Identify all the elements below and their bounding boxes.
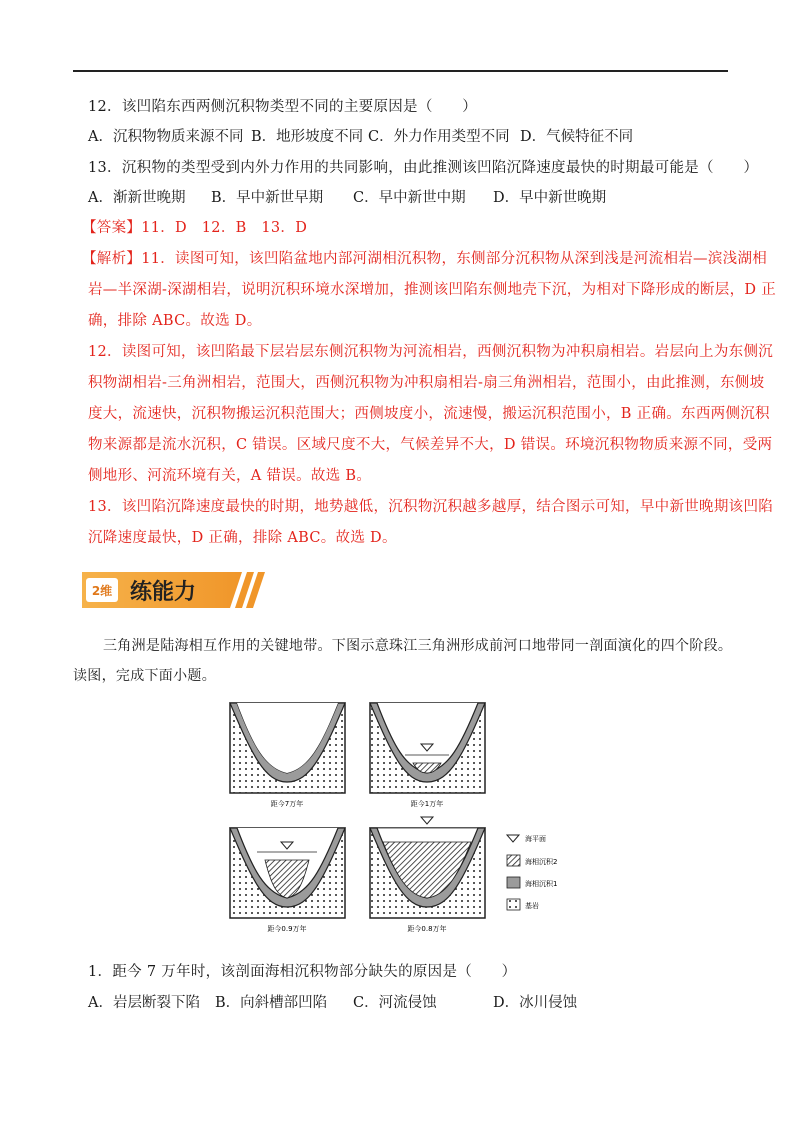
stage-panel-1 xyxy=(230,703,345,808)
question-12-stem: 12．该凹陷东西两侧沉积物类型不同的主要原因是（ ） xyxy=(88,99,478,115)
section-tag: 2维 xyxy=(91,584,113,598)
legend-label: 海相沉积1 xyxy=(525,880,558,888)
question-1-stem: 1．距今 7 万年时，该剖面海相沉积物部分缺失的原因是（ ） xyxy=(88,964,517,980)
q1-option-d: D．冰川侵蚀 xyxy=(493,995,578,1011)
marine-sediment-2-swatch xyxy=(507,855,520,866)
q1-option-a: A．岩层断裂下陷 xyxy=(88,995,200,1011)
analysis-line: 沉降速度最快，D 正确，排除 ABC。故选 D。 xyxy=(88,530,397,546)
q1-option-b: B．向斜槽部凹陷 xyxy=(215,995,328,1011)
sea-level-icon xyxy=(507,835,519,842)
intro-line: 三角洲是陆海相互作用的关键地带。下图示意珠江三角洲形成前河口地带同一剖面演化的四个阶段。 xyxy=(103,638,733,654)
q1-option-c: C．河流侵蚀 xyxy=(353,995,437,1011)
figure-legend xyxy=(507,834,557,910)
stage-caption: 距今1万年 xyxy=(410,800,444,808)
analysis-line: 侧地形、河流环境有关，A 错误。故选 B。 xyxy=(88,468,372,484)
analysis-line: 确，排除 ABC。故选 D。 xyxy=(88,313,262,329)
intro-line: 读图，完成下面小题。 xyxy=(73,668,216,684)
section-badge xyxy=(82,570,272,610)
q12-option-d: D．气候特征不同 xyxy=(520,129,634,145)
q13-option-b: B．早中新世早期 xyxy=(211,190,324,206)
stage-panel-2 xyxy=(370,703,485,808)
analysis-line: 12．读图可知，该凹陷最下层岩层东侧沉积物为河流相岩，西侧沉积物为冲积扇相岩。岩层向上为东侧沉 xyxy=(88,344,774,360)
q12-option-a: A．沉积物物质来源不同 xyxy=(88,129,244,145)
stage-caption: 距今0.9万年 xyxy=(267,925,307,933)
legend-label: 海平面 xyxy=(525,835,546,843)
analysis-line: 度大，流速快，沉积物搬运沉积范围大；西侧坡度小，流速慢，搬运沉积范围小，B 正确。东西两侧沉积 xyxy=(88,406,770,422)
stage-caption: 距今0.8万年 xyxy=(407,925,447,933)
marine-sediment-1-swatch xyxy=(507,877,520,888)
q13-option-a: A．渐新世晚期 xyxy=(88,190,186,206)
analysis-line: 【解析】11．读图可知，该凹陷盆地内部河湖相沉积物，东侧部分沉积物从深到浅是河流相岩—滨浅湖相 xyxy=(82,251,768,267)
answer-line: 【答案】11．D 12．B 13．D xyxy=(82,220,308,236)
analysis-line: 物来源都是流水沉积，C 错误。区域尺度不大，气候差异不大，D 错误。环境沉积物物质来源不同，受两 xyxy=(88,437,773,453)
question-13-stem: 13．沉积物的类型受到内外力作用的共同影响，由此推测该凹陷沉降速度最快的时期最可能是（ ） xyxy=(88,160,759,176)
q13-option-d: D．早中新世晚期 xyxy=(493,190,607,206)
q13-option-c: C．早中新世中期 xyxy=(353,190,466,206)
q12-option-c: C．外力作用类型不同 xyxy=(368,129,510,145)
legend-label: 基岩 xyxy=(525,902,539,910)
section-title: 练能力 xyxy=(130,580,197,605)
legend-label: 海相沉积2 xyxy=(525,858,558,866)
header-rule xyxy=(73,70,728,72)
stage-panel-3 xyxy=(230,828,345,933)
stage-caption: 距今7万年 xyxy=(270,800,304,808)
delta-evolution-figure xyxy=(225,700,590,935)
analysis-line: 岩—半深湖-深湖相岩，说明沉积环境水深增加，推测该凹陷东侧地壳下沉，为相对下降形成的断层，D 正 xyxy=(88,282,777,298)
stage-panel-4 xyxy=(370,817,485,933)
bedrock-swatch xyxy=(507,899,520,910)
analysis-line: 13．该凹陷沉降速度最快的时期，地势越低，沉积物沉积越多越厚，结合图示可知，早中新世晚期该凹陷 xyxy=(88,499,774,515)
analysis-line: 积物湖相岩-三角洲相岩，范围大，西侧沉积物为冲积扇相岩-扇三角洲相岩，范围小，由此推测，东侧坡 xyxy=(88,375,765,391)
q12-option-b: B．地形坡度不同 xyxy=(251,129,364,145)
